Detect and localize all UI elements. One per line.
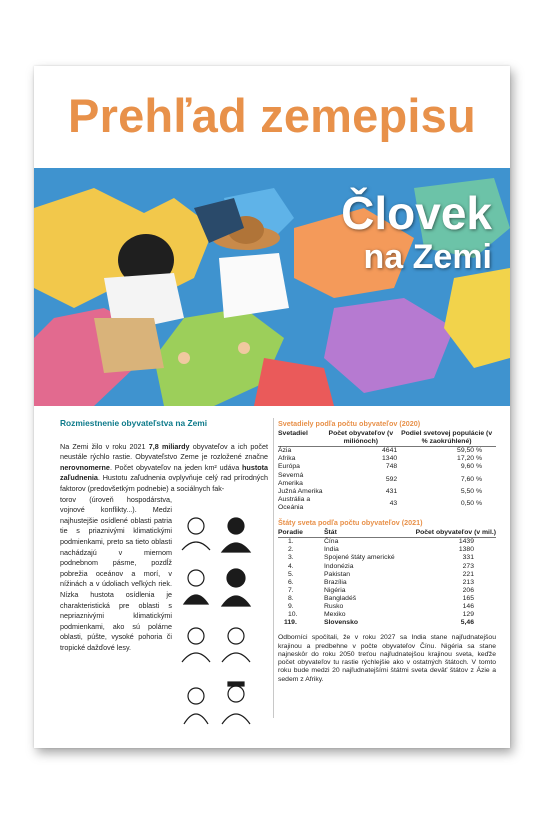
cell: 8. xyxy=(288,594,294,602)
right-column xyxy=(278,420,496,684)
cell: Mexiko xyxy=(324,611,346,619)
cell: Čína xyxy=(324,538,339,546)
cell: 165 xyxy=(462,594,474,602)
cell: Európa xyxy=(278,463,300,471)
text-run: . Hustotu zaľudnenia ovplyvňuje celý rad prírodných faktorov (predovšetkým podnebie) a sociálnych fak- xyxy=(60,473,268,493)
table-row xyxy=(278,447,496,456)
table-row xyxy=(278,571,496,579)
text-bold: 7,8 miliardy xyxy=(148,441,190,451)
cell: 5,46 xyxy=(460,619,474,627)
table-row xyxy=(278,587,496,595)
col-header: Podiel svetovej populácie (v % zaokrúhlené) xyxy=(397,430,496,447)
text-run: Na Zemi žilo v roku 2021 xyxy=(60,441,149,451)
table-header-row xyxy=(278,529,496,538)
table-header-row xyxy=(278,430,496,447)
text-run: obyvateľov a ich počet neustále rýchlo rastie. Obyvateľstvo Zeme je rozložené značne xyxy=(60,441,268,462)
cell: Slovensko xyxy=(324,619,358,627)
cell: 0,50 % xyxy=(460,499,482,507)
text-bold: hustota zaľudnenia xyxy=(60,462,268,483)
cell: 146 xyxy=(462,602,474,610)
cell: 213 xyxy=(462,578,474,586)
table-row xyxy=(278,603,496,611)
cell: Ázia xyxy=(278,447,292,455)
table-row xyxy=(278,546,496,554)
table-row xyxy=(278,595,496,603)
cell: 9,60 % xyxy=(460,463,482,471)
table-row xyxy=(278,579,496,587)
table-row xyxy=(278,463,496,471)
cell: 221 xyxy=(462,570,474,578)
cell: Nigéria xyxy=(324,586,346,594)
continents-table xyxy=(278,430,496,512)
cell: 1439 xyxy=(458,538,474,546)
people-illustrations xyxy=(178,512,258,748)
cell: Austrália a Oceánia xyxy=(278,495,311,511)
cell: 1380 xyxy=(458,546,474,554)
paragraph-continued: torov (úroveň hospodárstva, vojnové konflikty...). Medzi najhustejšie osídlené oblasti patria tie s priaznivými klimatickými podmienkami, preto sa tieto oblasti nachádzajú v miernom podnebnom pásme, pozdĺž pobrežia oceánov a morí, v nížinách a v údoliach veľkých riek. Nízka hustota osídlenia je charakteristická pre oblasti s nepriaznivými klimatickými podmienkami, ako sú polárne oblasti, púšte, vysoké pohoria či tropické dažďové lesy. xyxy=(60,494,172,652)
cell: Afrika xyxy=(278,455,296,463)
hero-image xyxy=(34,168,510,406)
table-row-highlight xyxy=(278,619,496,627)
cell: Brazília xyxy=(324,578,347,586)
cell: 2. xyxy=(288,546,294,554)
col-header: Počet obyvateľov (v mil.) xyxy=(404,529,496,538)
cell: 1. xyxy=(288,538,294,546)
cell: 9. xyxy=(288,602,294,610)
cell: 17,20 % xyxy=(457,455,482,463)
cell: 273 xyxy=(462,562,474,570)
cell: 748 xyxy=(385,463,398,471)
book-cover-page xyxy=(34,66,510,748)
text-bold: nerovnomerne xyxy=(60,462,110,472)
cell: Bangladéš xyxy=(324,594,357,602)
cell: 431 xyxy=(385,487,398,495)
col-header: Štát xyxy=(324,529,404,538)
table-row xyxy=(278,563,496,571)
countries-table xyxy=(278,529,496,627)
cell: 331 xyxy=(462,554,474,562)
cell: 119. xyxy=(284,619,297,627)
col-header: Počet obyvateľov (v miliónoch) xyxy=(324,430,397,447)
cell: 4641 xyxy=(382,447,398,455)
table-row xyxy=(278,611,496,619)
cell: Spojené štáty americké xyxy=(324,554,395,562)
cell: 59,50 % xyxy=(457,447,482,455)
table-row xyxy=(278,455,496,463)
col-header: Svetadiel xyxy=(278,430,324,447)
table-row xyxy=(278,496,496,512)
table1-heading: Svetadiely podľa počtu obyvateľov (2020) xyxy=(278,419,421,428)
cell: Severná Amerika xyxy=(278,471,304,487)
hero-title xyxy=(341,187,492,276)
cell: 43 xyxy=(389,499,398,507)
cell: India xyxy=(324,546,339,554)
table-row xyxy=(278,554,496,562)
table2-heading: Štáty sveta podľa počtu obyvateľov (2021) xyxy=(278,518,423,528)
hero-title-line2: na Zemi xyxy=(363,238,492,276)
section-heading: Rozmiestnenie obyvateľstva na Zemi xyxy=(60,418,208,428)
cell: 7. xyxy=(288,586,294,594)
paragraph-intro xyxy=(60,442,268,495)
cell: 206 xyxy=(462,586,474,594)
cell: 4. xyxy=(288,562,294,570)
cell: 6. xyxy=(288,578,294,586)
cell: 129 xyxy=(462,611,474,619)
table-row xyxy=(278,538,496,547)
cell: 3. xyxy=(288,554,294,562)
table-row xyxy=(278,472,496,488)
cell: Indonézia xyxy=(324,562,354,570)
cell: 1340 xyxy=(382,455,398,463)
cell: Južná Amerika xyxy=(278,487,323,495)
cell: 5,50 % xyxy=(460,487,482,495)
hero-title-line1: Človek xyxy=(341,187,492,239)
cell: 10. xyxy=(288,611,298,619)
cell: 7,60 % xyxy=(460,475,482,483)
col-header: Poradie xyxy=(278,529,324,538)
note-paragraph: Odborníci spočítali, že v roku 2027 sa India stane najľudnatejšou krajinou a predbehne v počte obyvateľov Čínu. Nigéria sa stane najneskôr do roku 2050 treťou najľudnatejšou krajinou sveta, keďže počet obyvateľov tu rastie rýchlejšie ako v ostatných štátoch. V tomto roku bude medzi 20 najľudnatejšími štátmi sveta deväť štátov z Ázie a sedem z Afriky. xyxy=(278,634,496,683)
text-run: . Počet obyvateľov na jeden km² udáva xyxy=(109,462,243,472)
cell: 592 xyxy=(385,475,398,483)
cell: 5. xyxy=(288,570,294,578)
table-row xyxy=(278,488,496,496)
cell: Rusko xyxy=(324,602,344,610)
cell: Pakistan xyxy=(324,570,351,578)
column-divider xyxy=(273,418,274,718)
page-title: Prehľad zemepisu xyxy=(68,89,476,142)
